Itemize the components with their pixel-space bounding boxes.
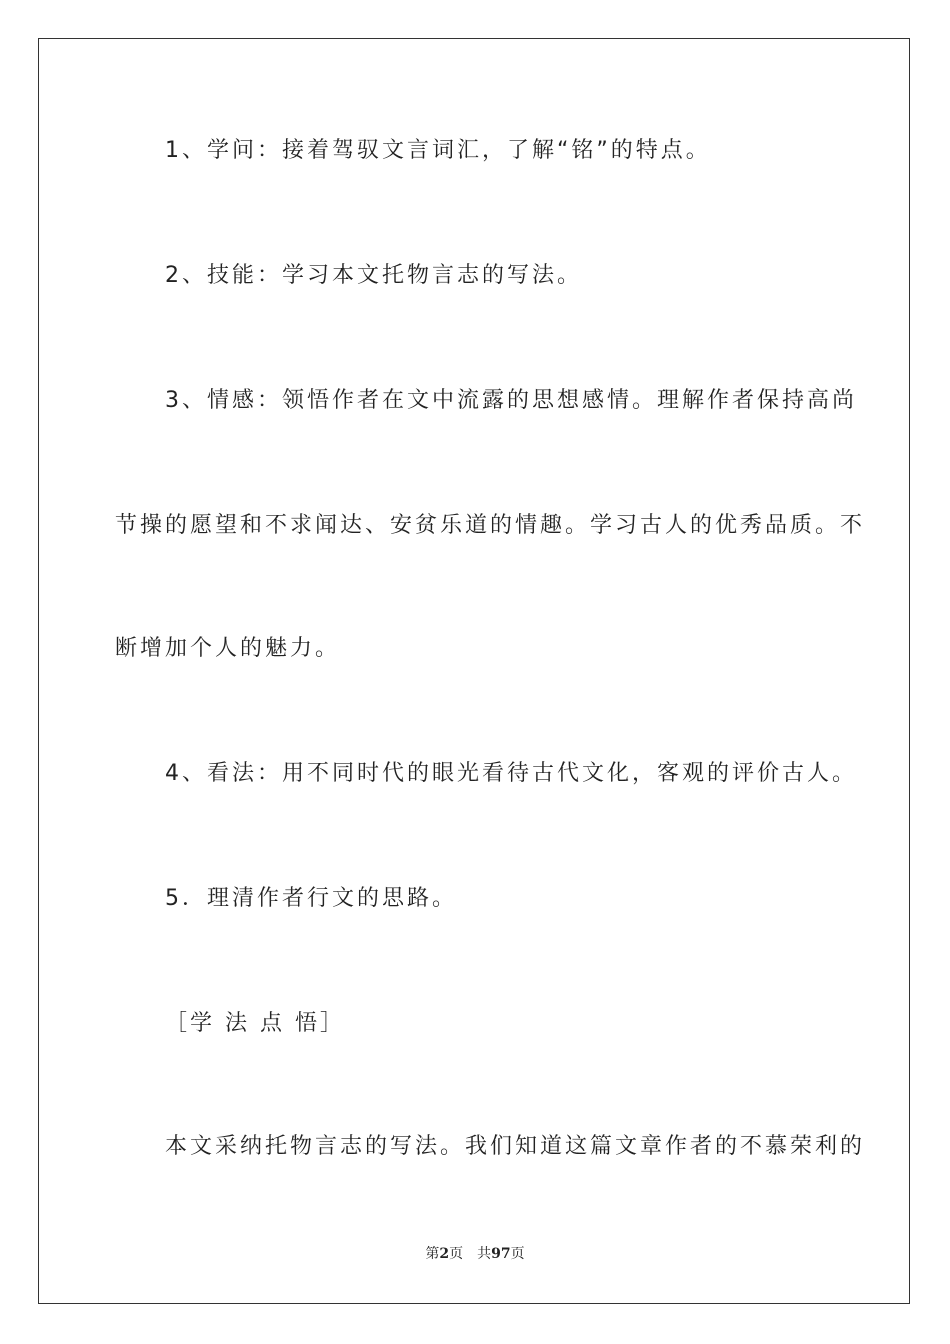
objective-skill: 2、技能：学习本文托物言志的写法。: [165, 263, 582, 288]
footer-total-pages: 97: [491, 1246, 511, 1262]
objective-emotion-line-3: 断增加个人的魅力。: [115, 636, 341, 661]
objective-viewpoint: 4、看法：用不同时代的眼光看待古代文化，客观的评价古人。: [165, 761, 857, 786]
objective-structure: 5．理清作者行文的思路。: [165, 886, 457, 911]
footer-page-prefix: 第: [425, 1246, 440, 1262]
footer-total-suffix: 页: [510, 1246, 525, 1262]
footer-page-number: 2: [439, 1246, 450, 1262]
footer-total-prefix: 共: [477, 1246, 492, 1262]
footer-page-suffix: 页: [449, 1246, 464, 1262]
objective-emotion-line-1: 3、情感：领悟作者在文中流露的思想感情。理解作者保持高尚: [165, 388, 857, 413]
section-heading-study-method: ［学 法 点 悟］: [165, 1011, 345, 1036]
study-method-paragraph: 本文采纳托物言志的写法。我们知道这篇文章作者的不慕荣利的: [165, 1134, 866, 1159]
page-frame: [38, 38, 910, 1304]
objective-knowledge: 1、学问：接着驾驭文言词汇，了解“铭”的特点。: [165, 138, 711, 163]
objective-emotion-line-2: 节操的愿望和不求闻达、安贫乐道的情趣。学习古人的优秀品质。不: [115, 513, 866, 538]
page-footer: [0, 1244, 950, 1264]
